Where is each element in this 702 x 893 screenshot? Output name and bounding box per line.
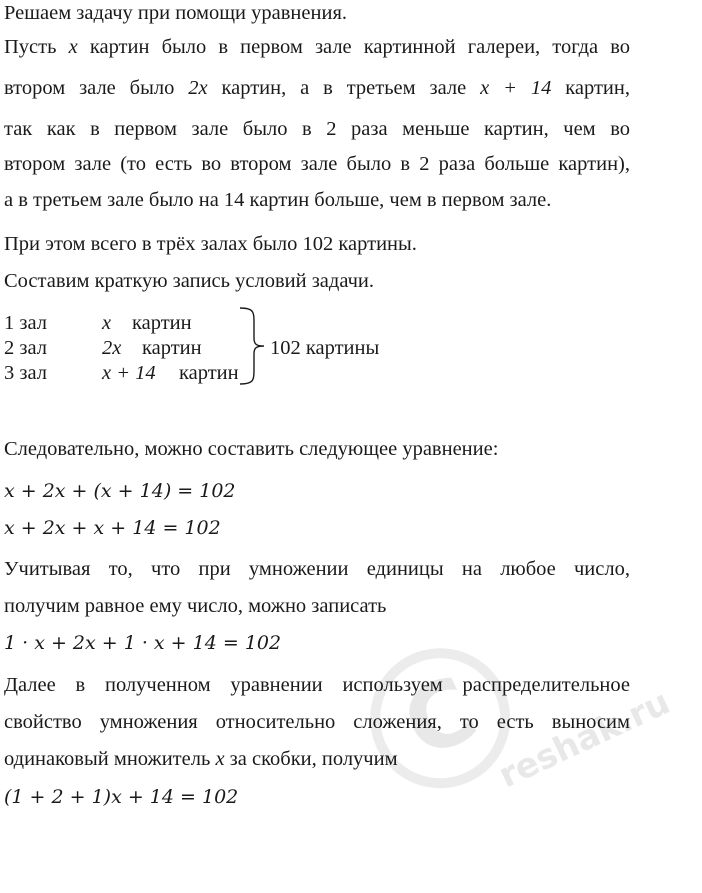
hall-label: 3 зал [4,362,47,384]
hall-value: x [102,312,112,334]
text-line-7: При этом всего в трёх залах было 102 картины. [4,233,417,255]
text: картин, [565,77,630,99]
watermark-logo: С [347,625,533,811]
text: картин, а в третьем зале [221,77,467,99]
equation-4: (1 + 2 + 1)x + 14 = 102 [4,786,239,808]
var-x14: x + 14 [480,77,552,99]
text-line-11: получим равное ему число, можно записать [4,595,387,617]
equation-2: x + 2x + x + 14 = 102 [4,517,221,539]
equation-3: 1 · x + 2x + 1 · x + 14 = 102 [4,632,282,654]
text: за скобки, получим [229,748,398,770]
text-line-5: втором зале (то есть во втором зале было в 2 раза больше картин), [4,153,630,175]
text-line-8: Составим краткую запись условий задачи. [4,270,375,292]
hall-label: 1 зал [4,312,47,334]
hall-unit: картин [132,312,192,334]
watermark-text: reshak.ru [492,682,677,797]
var-x: x [68,36,78,58]
text-line-14 [4,746,630,772]
text-line-12: Далее в полученном уравнении используем распределительное [4,674,630,696]
hall-value: 2x [102,337,122,359]
text: втором зале было [4,77,175,99]
right-brace-icon [232,306,272,386]
hall-unit: картин [179,362,239,384]
text: одинаковый множитель [4,748,211,770]
text-line-3 [4,75,630,101]
total-label: 102 картины [270,337,380,359]
intro-line: Решаем задачу при помощи уравнения. [4,2,347,24]
text-line-10: Учитывая то, что при умножении единицы на любое число, [4,558,630,580]
summary-row [4,360,630,386]
hall-value: x + 14 [102,362,156,384]
hall-unit: картин [142,337,202,359]
text-line-6: а в третьем зале было на 14 картин больше, чем в первом зале. [4,189,552,211]
var-2x: 2x [188,77,208,99]
text: картин было в первом зале картинной галереи, тогда во [89,36,631,58]
summary-row [4,310,630,336]
equation-1: x + 2x + (x + 14) = 102 [4,480,236,502]
text-line-13: свойство умножения относительно сложения, то есть выносим [4,711,630,733]
text-line-4: так как в первом зале было в 2 раза меньше картин, чем во [4,118,630,140]
text-line-9: Следовательно, можно составить следующее уравнение: [4,438,499,460]
var-x: x [215,748,225,770]
text: Пусть [4,36,57,58]
text-line-2 [4,34,630,60]
hall-label: 2 зал [4,337,47,359]
